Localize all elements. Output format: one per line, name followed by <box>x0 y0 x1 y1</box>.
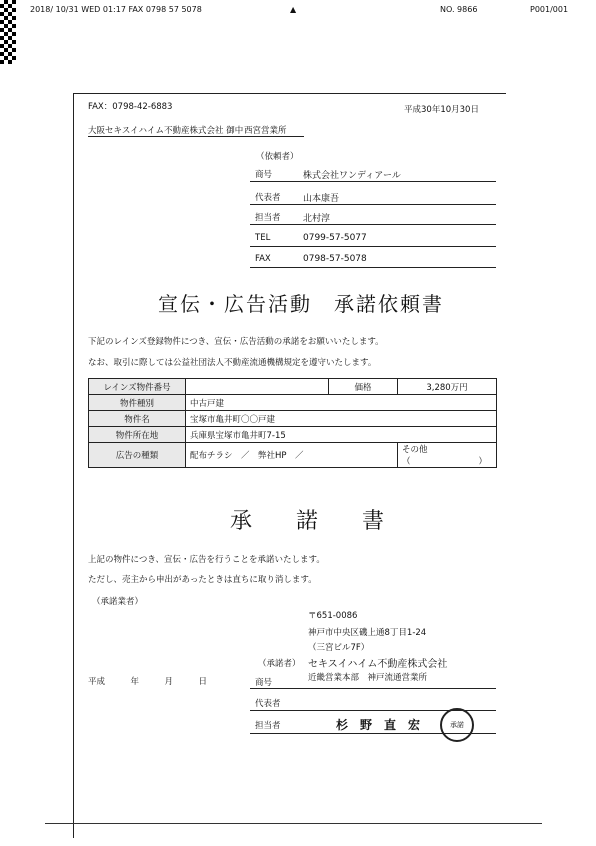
contact-person: 杉 野 直 宏 <box>336 718 421 732</box>
table-extra-label: 価格 <box>329 379 398 395</box>
table-row <box>89 395 497 411</box>
table-value: 中古戸建 <box>186 395 497 411</box>
intro-line-2: なお、取引に際しては公益社団法人不動産流通機構規定を遵守いたします。 <box>88 358 377 368</box>
recipient-branch: 西宮営業所 <box>244 126 287 136</box>
table-label: レインズ物件番号 <box>89 379 186 395</box>
table-label: 物件名 <box>89 411 186 427</box>
address: 神戸市中央区磯上通8丁目1-24 <box>308 628 427 638</box>
table-value: 兵庫県宝塚市亀井町7-15 <box>186 427 497 443</box>
table-row <box>89 427 497 443</box>
field-rule <box>250 204 496 205</box>
fax-header-number: NO. 9866 <box>440 5 478 14</box>
table-value <box>186 379 329 395</box>
table-row <box>89 443 497 468</box>
recipient-name: 大阪セキスイハイム不動産株式会社 御中 <box>88 126 244 136</box>
ad-type-other: その他（ ） <box>398 443 497 468</box>
branch-name: 近畿営業本部 神戸流通営業所 <box>308 673 428 683</box>
table-label: 物件種別 <box>89 395 186 411</box>
field-rule <box>250 181 496 182</box>
price-value: 3,280万円 <box>398 379 497 395</box>
requester-value: 0798-57-5078 <box>303 254 367 264</box>
date-blank: 平成 年 月 日 <box>88 677 208 687</box>
table-label: 物件所在地 <box>89 427 186 443</box>
requester-value: 0799-57-5077 <box>303 233 367 243</box>
fax-header-left: 2018/ 10/31 WED 01:17 FAX 0798 57 5078 <box>30 5 202 14</box>
acceptance-label: 担当者 <box>255 721 281 731</box>
table-row <box>89 411 497 427</box>
document-title: 宣伝・広告活動 承諾依頼書 <box>158 292 444 316</box>
fax-transmission-header <box>30 2 590 18</box>
acceptance-line-1: 上記の物件につき、宣伝・広告を行うことを承諾いたします。 <box>88 555 325 565</box>
field-rule <box>250 688 496 689</box>
fax-header-page: P001/001 <box>530 5 569 14</box>
intro-line-1: 下記のレインズ登録物件につき、宣伝・広告活動の承諾をお願いいたします。 <box>88 337 384 347</box>
requester-label: FAX <box>255 254 271 264</box>
requester-label: 担当者 <box>255 213 281 223</box>
postal-code: 〒651-0086 <box>308 611 358 621</box>
field-rule <box>250 224 496 225</box>
building: （三宮ビル7F） <box>308 643 370 653</box>
acceptance-line-2: ただし、売主から申出があったときは直ちに取り消します。 <box>88 575 317 585</box>
property-table <box>88 378 497 468</box>
table-label: 広告の種類 <box>89 443 186 468</box>
table-value: 宝塚市亀井町〇〇戸建 <box>186 411 497 427</box>
applicant-label: （承諾者） <box>258 659 301 669</box>
acceptance-title: 承 諾 書 <box>230 509 385 534</box>
table-row <box>89 379 497 395</box>
acceptance-label: 代表者 <box>255 699 281 709</box>
requester-label: 商号 <box>255 170 273 180</box>
fax-number: FAX：0798-42-6883 <box>88 102 173 112</box>
fax-header-mark: ▲ <box>290 5 297 14</box>
page-bottom-rule <box>45 823 542 824</box>
acceptance-heading: （承諾業者） <box>92 597 144 607</box>
requester-value: 株式会社ワンディアール <box>303 171 401 181</box>
document-date: 平成30年10月30日 <box>404 105 479 115</box>
ad-type-value: 配布チラシ ／ 弊社HP ／ <box>186 443 398 468</box>
requester-label: TEL <box>255 233 271 243</box>
recipient-underline <box>88 136 304 137</box>
field-rule <box>250 246 496 247</box>
requester-heading: （依頼者） <box>256 152 299 162</box>
requester-value: 北村淳 <box>303 214 331 224</box>
company-name: セキスイハイム不動産株式会社 <box>308 659 448 670</box>
requester-value: 山本康吾 <box>303 194 340 204</box>
approval-seal: 承諾 <box>440 708 474 742</box>
field-rule <box>250 267 496 268</box>
fax-checker-mark <box>0 0 16 64</box>
requester-label: 代表者 <box>255 193 281 203</box>
acceptance-label: 商号 <box>255 678 273 688</box>
